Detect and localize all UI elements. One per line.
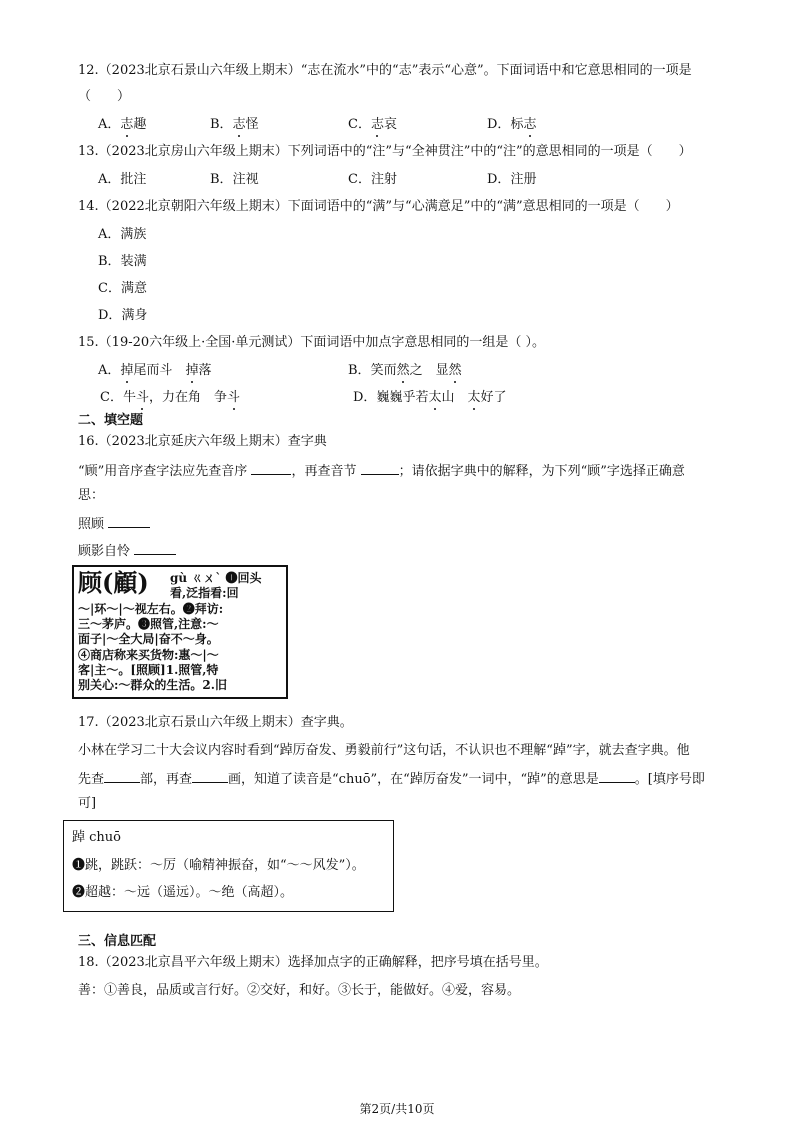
q14-option-b: B．装满	[98, 254, 147, 269]
q12-stem: 12.（2023北京石景山六年级上期末）“志在流水”中的“志”表示“心意”。下面词语中和它意思相同的一项是	[78, 63, 692, 78]
q12-option-c: C．志哀	[348, 117, 397, 132]
q15-option-a: A．掉尾而斗 掉落	[98, 363, 212, 378]
q17-blank-radical[interactable]	[104, 769, 140, 783]
dictionary-entry-box	[63, 820, 394, 912]
dict-image-row: ④商店称来买货物:惠～|～	[78, 648, 219, 662]
dict-image-pinyin: gù ㄍㄨˋ ❶回头	[170, 571, 262, 585]
q16-blank-syllable[interactable]	[361, 461, 399, 475]
dict-image-row: 面子|～全大局|奋不～身。	[78, 632, 219, 646]
dict-image-row: 客|主～。[照顾]1.照管,特	[78, 663, 219, 677]
section-heading-fill-blank: 二、填空题	[78, 413, 144, 428]
q16-blank-item-1[interactable]	[108, 514, 150, 528]
q15-option-d: D．巍巍乎若太山 太好了	[353, 390, 507, 405]
q14-option-c: C．满意	[98, 281, 147, 296]
q16-item-2: 顾影自怜	[78, 541, 176, 561]
q16-instructions: “顾”用音序查字法应先查音序 ，再查音节 ；请依据字典中的解释，为下列“顾”字选择正确意	[78, 461, 685, 481]
q13-option-d: D．注册	[487, 172, 537, 187]
q15-option-b: B．笑而然之 显然	[348, 363, 462, 378]
q14-option-a: A．满族	[98, 227, 147, 242]
page-footer: 第2页/共10页	[359, 1102, 435, 1116]
q16-stem: 16.（2023北京延庆六年级上期末）查字典	[78, 434, 327, 449]
q18-stem: 18.（2023北京昌平六年级上期末）选择加点字的正确解释，把序号填在括号里。	[78, 955, 548, 970]
q16-blank-index[interactable]	[251, 461, 291, 475]
dict-image-row: 三～茅庐。❸照管,注意:～	[78, 617, 219, 631]
q16-line3: 思：	[78, 488, 105, 503]
dict-image-row: ～|环～|～视左右。❷拜访:	[78, 602, 224, 616]
dictionary-entry-image	[72, 565, 288, 699]
q14-option-d: D．满身	[98, 308, 148, 323]
q13-option-b: B．注视	[210, 172, 259, 187]
section-heading-info-match: 三、信息匹配	[78, 934, 157, 949]
dict-image-headword: 顾(顧)	[78, 568, 149, 597]
q17-blank-strokes[interactable]	[192, 769, 228, 783]
q12-option-b: B．志怪	[210, 117, 259, 132]
q16-blank-item-2[interactable]	[134, 541, 176, 555]
q15-stem: 15.（19-20六年级上·全国·单元测试）下面词语中加点字意思相同的一组是（ ）。	[78, 335, 546, 350]
q12-option-a: A．志趣	[98, 117, 147, 132]
q12-paren: （ ）	[78, 89, 131, 104]
q13-option-c: C．注射	[348, 172, 397, 187]
q18-definitions: 善：①善良，品质或言行好。②交好，和好。③长于，能做好。④爱，容易。	[78, 983, 521, 998]
q15-option-c: C．牛斗，力在角 争斗	[100, 390, 241, 405]
q14-stem: 14.（2022北京朝阳六年级上期末）下面词语中的“满”与“心满意足”中的“满”意思相同的一项是（ ）	[78, 199, 679, 214]
q12-option-d: D．标志	[487, 117, 537, 132]
dict-box-definition-2: ❷超越：～远（遥远）。～绝（高超）。	[72, 885, 294, 900]
dict-box-definition-1: ❶跳，跳跃：～厉（喻精神振奋，如“～～风发”）。	[72, 858, 365, 873]
q17-stem: 17.（2023北京石景山六年级上期末）查字典。	[78, 715, 353, 730]
dict-image-row: 看,泛指看:回	[170, 586, 239, 600]
dict-image-row: 别关心:～群众的生活。2.旧	[78, 678, 227, 692]
q17-line2: 小林在学习二十大会议内容时看到“踔厉奋发、勇毅前行”这句话，不认识也不理解“踔”字，就去查字典。他	[78, 743, 690, 758]
q13-stem: 13.（2023北京房山六年级上期末）下列词语中的“注”与“全神贯注”中的“注”的意思相同的一项是（ ）	[78, 144, 692, 159]
q17-line4: 可]	[78, 796, 97, 811]
q17-line3: 先查 部，再查 画，知道了读音是“chuō”，在“踔厉奋发”一词中，“踔”的意思是 。[填序号即	[78, 769, 705, 789]
dict-box-headword: 踔 chuō	[72, 830, 121, 845]
q16-item-1: 照顾	[78, 514, 150, 534]
q13-option-a: A．批注	[98, 172, 147, 187]
q17-blank-meaning[interactable]	[599, 769, 635, 783]
